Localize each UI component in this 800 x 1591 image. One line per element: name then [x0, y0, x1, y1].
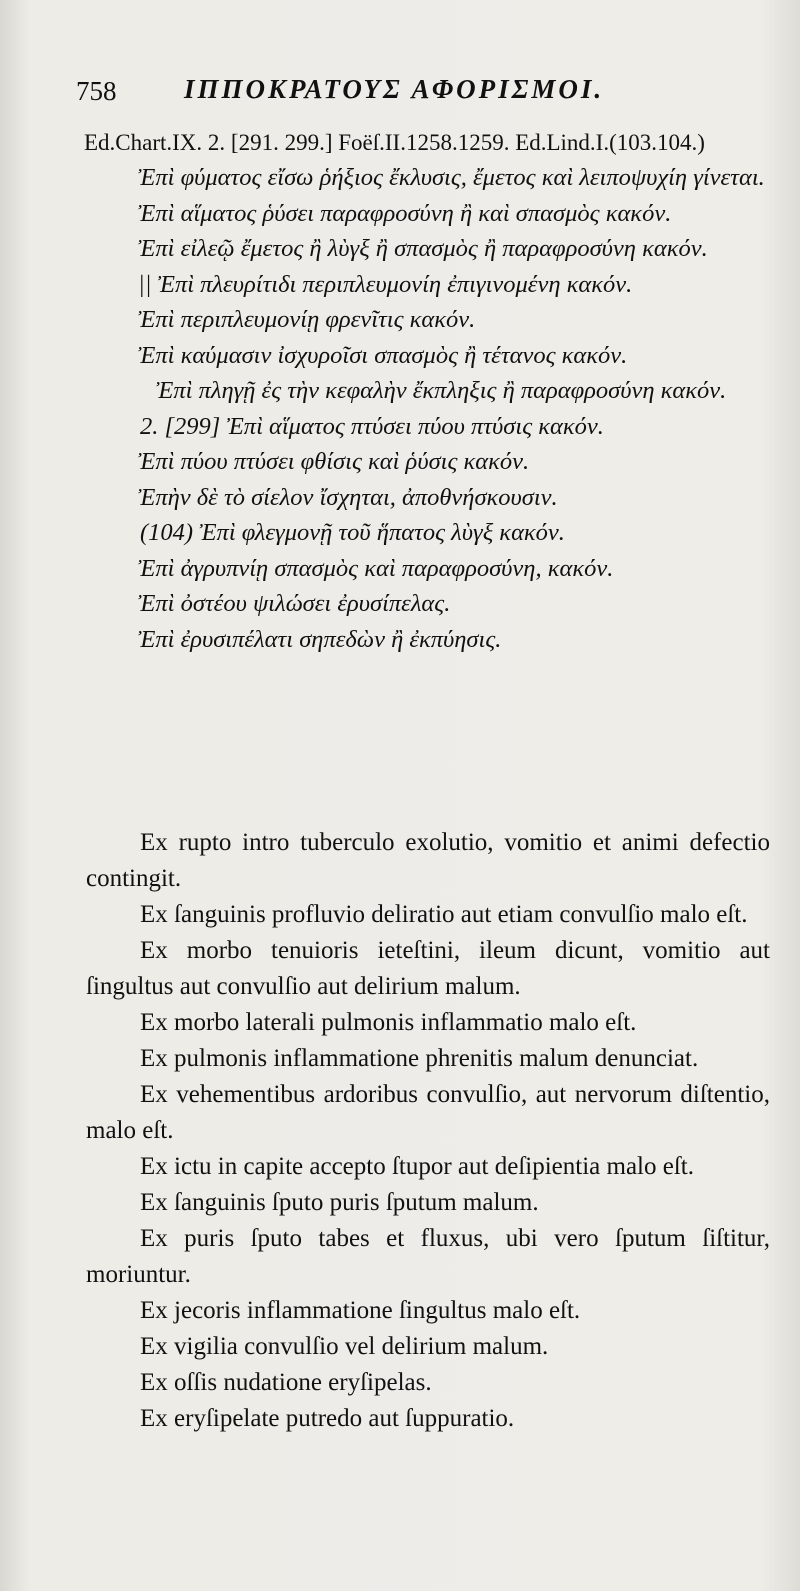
greek-aphorism: (104) Ἐπὶ φλεγμονῇ τοῦ ἥπατος λὺγξ κακόν.: [140, 519, 565, 546]
latin-aphorism: Ex jecoris inflammatione ſingultus malo eſt.: [140, 1297, 581, 1324]
latin-aphorism: Ex rupto intro tuberculo exolutio, vomitio et animi defectio contingit.: [86, 829, 770, 892]
greek-aphorism: 2. [299] Ἐπὶ αἵματος πτύσει πύου πτύσις κακόν.: [140, 412, 604, 440]
latin-aphorism: Ex vigilia convulſio vel delirium malum.: [140, 1333, 549, 1360]
greek-aphorism: Ἐπὶ καύμασιν ἰσχυροῖσι σπασμὸς ἢ τέτανος κακόν.: [138, 341, 628, 369]
latin-aphorism: Ex vehementibus ardoribus convulſio, aut nervorum diſtentio, malo eſt.: [86, 1081, 770, 1144]
latin-aphorism: Ex morbo tenuioris ieteſtini, ileum dicunt, vomitio aut ſingultus aut convulſio aut delirium malum.: [86, 937, 770, 1000]
latin-aphorism: Ex oſſis nudatione eryſipelas.: [140, 1369, 432, 1396]
latin-aphorism: Ex pulmonis inflammatione phrenitis malum denunciat.: [140, 1045, 699, 1072]
latin-aphorism: Ex morbo laterali pulmonis inflammatio malo eſt.: [140, 1009, 637, 1036]
latin-aphorism: Ex ſanguinis ſputo puris ſputum malum.: [140, 1189, 539, 1216]
edition-references: Ed.Chart.IX. 2. [291. 299.] Foëſ.II.1258.1259. Ed.Lind.I.(103.104.): [84, 130, 705, 155]
latin-translation-block: [86, 825, 770, 1437]
greek-aphorism: Ἐπὶ ἀγρυπνίῃ σπασμὸς καὶ παραφροσύνη, κακόν.: [138, 554, 614, 582]
latin-aphorism: Ex puris ſputo tabes et fluxus, ubi vero ſputum ſiſtitur, moriuntur.: [86, 1225, 770, 1288]
greek-aphorism: Ἐπὶ αἵματος ῥύσει παραφροσύνη ἢ καὶ σπασμὸς κακόν.: [138, 199, 672, 227]
page-header: [76, 76, 776, 116]
latin-aphorism: Ex ſanguinis profluvio deliratio aut etiam convulſio malo eſt.: [140, 901, 748, 928]
greek-aphorism: Ἐπὶ ἐρυσιπέλατι σηπεδὼν ἢ ἐκπύησις.: [138, 625, 502, 653]
greek-aphorism: Ἐπὶ πύου πτύσει φθίσις καὶ ῥύσις κακόν.: [138, 448, 530, 475]
greek-aphorism: Ἐπὶ ὀστέου ψιλώσει ἐρυσίπελας.: [138, 590, 451, 617]
running-title: ΙΠΠΟΚΡΑΤΟΥΣ ΑΦΟΡΙΣΜΟΙ.: [184, 74, 605, 104]
latin-aphorism: Ex ictu in capite accepto ſtupor aut deſipientia malo eſt.: [140, 1153, 694, 1180]
greek-aphorism: Ἐπὶ εἰλεῷ ἔμετος ἢ λὺγξ ἢ σπασμὸς ἢ παραφροσύνη κακόν.: [138, 235, 708, 262]
page-number: 758: [76, 76, 117, 106]
greek-aphorism: Ἐπὶ πληγῇ ἐς τὴν κεφαλὴν ἔκπληξις ἢ παραφροσύνη κακόν.: [156, 377, 727, 404]
greek-aphorism: Ἐπὶ φύματος εἴσω ῥήξιος ἔκλυσις, ἔμετος καὶ λειποψυχίη γίνεται.: [138, 164, 765, 191]
greek-aphorism: || Ἐπὶ πλευρίτιδι περιπλευμονίη ἐπιγινομένη κακόν.: [138, 270, 633, 298]
greek-text-block: [84, 160, 770, 657]
greek-aphorism: Ἐπὶ περιπλευμονίῃ φρενῖτις κακόν.: [138, 306, 476, 333]
greek-aphorism: Ἐπὴν δὲ τὸ σίελον ἴσχηται, ἀποθνήσκουσιν.: [138, 483, 558, 511]
latin-aphorism: Ex eryſipelate putredo aut ſuppuratio.: [140, 1405, 515, 1432]
